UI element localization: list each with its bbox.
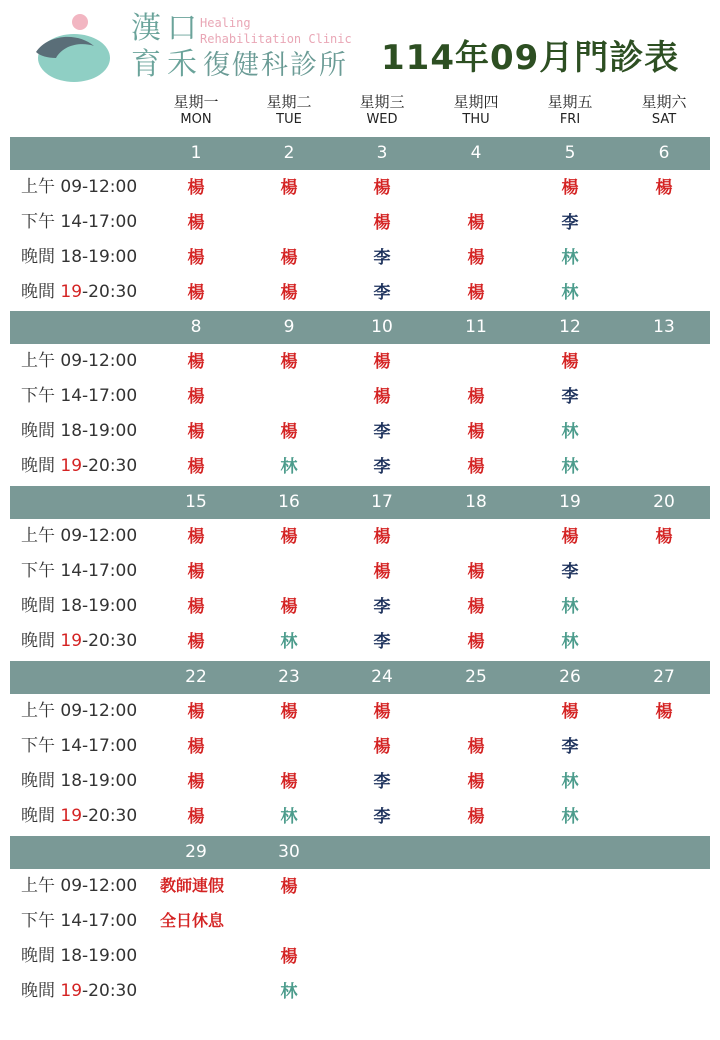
- time-highlight: 19: [60, 456, 83, 476]
- week-block: [0, 836, 720, 1011]
- doctor-cell: 楊: [280, 702, 298, 722]
- doctor-cell: 林: [280, 457, 298, 477]
- date-cell: 9: [283, 317, 295, 337]
- time-prefix: 上午 09-12:00: [21, 876, 138, 896]
- doctor-cell: 楊: [561, 702, 579, 722]
- date-cell: 26: [559, 667, 581, 687]
- time-slot-label: [21, 244, 137, 270]
- doctor-cell: 楊: [467, 422, 485, 442]
- doctor-cell: 李: [373, 632, 391, 652]
- doctor-cell: 楊: [280, 283, 298, 303]
- weekday-sat: [624, 93, 704, 129]
- weekday-tue: [249, 93, 329, 129]
- clinic-name-line1: 漢口: [131, 11, 203, 46]
- date-cell: 6: [658, 143, 670, 163]
- doctor-cell: 楊: [280, 248, 298, 268]
- time-suffix: -20:30: [82, 456, 138, 476]
- doctor-cell: 楊: [280, 947, 298, 967]
- week-date-bar: [10, 836, 710, 869]
- date-cell: 12: [559, 317, 581, 337]
- header: [0, 0, 720, 92]
- doctor-cell: 林: [561, 772, 579, 792]
- doctor-cell: 林: [561, 632, 579, 652]
- doctor-cell: 李: [561, 387, 579, 407]
- date-cell: 27: [653, 667, 675, 687]
- time-slot-label: [21, 453, 137, 479]
- date-cell: 18: [465, 492, 487, 512]
- time-slot-label: [21, 418, 137, 444]
- doctor-cell: 楊: [187, 422, 205, 442]
- doctor-cell: 楊: [467, 772, 485, 792]
- doctor-cell: 楊: [280, 178, 298, 198]
- clinic-logo-icon: [34, 12, 112, 84]
- time-prefix: 晚間: [21, 981, 61, 1001]
- date-cell: 20: [653, 492, 675, 512]
- doctor-cell: 楊: [187, 387, 205, 407]
- doctor-cell: 楊: [187, 632, 205, 652]
- schedule-row: [0, 764, 720, 799]
- time-slot-label: [21, 803, 137, 829]
- doctor-cell: 林: [561, 457, 579, 477]
- doctor-cell: 楊: [187, 562, 205, 582]
- doctor-cell: 李: [373, 457, 391, 477]
- week-block: [0, 486, 720, 661]
- time-suffix: -20:30: [82, 981, 138, 1001]
- time-prefix: 上午 09-12:00: [21, 701, 138, 721]
- time-slot-label: [21, 383, 137, 409]
- doctor-cell: 林: [561, 422, 579, 442]
- clinic-name-tail: 復健科診所: [203, 50, 348, 81]
- doctor-cell: 李: [373, 772, 391, 792]
- time-slot-label: [21, 768, 137, 794]
- schedule-row: [0, 799, 720, 834]
- schedule-row: [0, 275, 720, 310]
- weekday-thu: [436, 93, 516, 129]
- time-highlight: 19: [60, 981, 83, 1001]
- doctor-cell: 林: [280, 632, 298, 652]
- schedule-row: [0, 554, 720, 589]
- doctor-cell: 楊: [373, 737, 391, 757]
- doctor-cell: 楊: [373, 213, 391, 233]
- doctor-cell: 李: [373, 422, 391, 442]
- doctor-cell: 林: [280, 807, 298, 827]
- doctor-cell: 林: [280, 982, 298, 1002]
- doctor-cell: 楊: [187, 283, 205, 303]
- time-slot-label: [21, 174, 137, 200]
- doctor-cell: 楊: [280, 597, 298, 617]
- doctor-cell: 楊: [187, 772, 205, 792]
- time-prefix: 下午 14-17:00: [21, 911, 138, 931]
- doctor-cell: 楊: [467, 807, 485, 827]
- doctor-cell: 林: [561, 597, 579, 617]
- weekday-en: TUE: [276, 112, 302, 127]
- schedule-row: [0, 379, 720, 414]
- time-slot-label: [21, 873, 137, 899]
- date-cell: 16: [278, 492, 300, 512]
- schedule-row: [0, 344, 720, 379]
- time-prefix: 晚間 18-19:00: [21, 771, 138, 791]
- doctor-cell: 楊: [187, 702, 205, 722]
- doctor-cell: 楊: [280, 352, 298, 372]
- date-cell: 15: [185, 492, 207, 512]
- week-date-bar: [10, 311, 710, 344]
- time-prefix: 晚間 18-19:00: [21, 421, 138, 441]
- clinic-name-en-line2: Rehabilitation Clinic: [200, 32, 352, 46]
- date-cell: 22: [185, 667, 207, 687]
- doctor-cell: 楊: [373, 387, 391, 407]
- doctor-cell: 楊: [373, 352, 391, 372]
- schedule-row: [0, 170, 720, 205]
- doctor-cell: 李: [561, 213, 579, 233]
- schedule-row: [0, 240, 720, 275]
- holiday-note: 全日休息: [160, 911, 225, 930]
- date-cell: 11: [465, 317, 487, 337]
- doctor-cell: 楊: [561, 352, 579, 372]
- doctor-cell: 楊: [561, 178, 579, 198]
- date-cell: 25: [465, 667, 487, 687]
- week-block: [0, 137, 720, 312]
- time-prefix: 上午 09-12:00: [21, 526, 138, 546]
- clinic-name-line2: [131, 48, 348, 83]
- schedule-row: [0, 205, 720, 240]
- time-slot-label: [21, 698, 137, 724]
- doctor-cell: 楊: [187, 597, 205, 617]
- date-cell: 8: [190, 317, 202, 337]
- doctor-cell: 楊: [467, 457, 485, 477]
- time-slot-label: [21, 908, 137, 934]
- doctor-cell: 楊: [467, 248, 485, 268]
- doctor-cell: 楊: [280, 772, 298, 792]
- time-slot-label: [21, 593, 137, 619]
- clinic-name-main: 育禾: [131, 47, 203, 82]
- time-slot-label: [21, 943, 137, 969]
- date-cell: 29: [185, 842, 207, 862]
- date-cell: 5: [564, 143, 576, 163]
- weekday-zh: 星期四: [453, 93, 499, 111]
- weekday-en: THU: [462, 112, 490, 127]
- time-suffix: -20:30: [82, 282, 138, 302]
- weekday-zh: 星期二: [266, 93, 312, 111]
- doctor-cell: 楊: [467, 387, 485, 407]
- date-cell: 19: [559, 492, 581, 512]
- doctor-cell: 楊: [655, 702, 673, 722]
- time-slot-label: [21, 523, 137, 549]
- doctor-cell: 楊: [187, 248, 205, 268]
- doctor-cell: 楊: [467, 562, 485, 582]
- doctor-cell: 李: [373, 248, 391, 268]
- date-cell: 3: [376, 143, 388, 163]
- time-slot-label: [21, 733, 137, 759]
- schedule-row: [0, 624, 720, 659]
- doctor-cell: 楊: [187, 457, 205, 477]
- time-prefix: 上午 09-12:00: [21, 351, 138, 371]
- time-slot-label: [21, 209, 137, 235]
- date-cell: 2: [283, 143, 295, 163]
- doctor-cell: 李: [373, 597, 391, 617]
- date-cell: 13: [653, 317, 675, 337]
- time-highlight: 19: [60, 631, 83, 651]
- time-prefix: 晚間 18-19:00: [21, 247, 138, 267]
- time-highlight: 19: [60, 282, 83, 302]
- time-prefix: 晚間: [21, 456, 61, 476]
- doctor-cell: 楊: [280, 527, 298, 547]
- clinic-name-en-line1: Healing: [200, 16, 251, 30]
- schedule-row: [0, 729, 720, 764]
- date-cell: 23: [278, 667, 300, 687]
- time-slot-label: [21, 279, 137, 305]
- doctor-cell: 楊: [280, 422, 298, 442]
- time-slot-label: [21, 628, 137, 654]
- doctor-cell: 林: [561, 807, 579, 827]
- doctor-cell: 楊: [467, 283, 485, 303]
- weekday-fri: [530, 93, 610, 129]
- schedule-row: [0, 974, 720, 1009]
- weekday-en: WED: [366, 112, 398, 127]
- doctor-cell: 楊: [373, 562, 391, 582]
- date-cell: 24: [371, 667, 393, 687]
- doctor-cell: 李: [561, 737, 579, 757]
- holiday-note: 教師連假: [160, 876, 225, 895]
- time-slot-label: [21, 558, 137, 584]
- schedule-row: [0, 939, 720, 974]
- doctor-cell: 林: [561, 283, 579, 303]
- weekday-zh: 星期一: [173, 93, 219, 111]
- doctor-cell: 林: [561, 248, 579, 268]
- schedule-row: [0, 414, 720, 449]
- weekday-zh: 星期五: [547, 93, 593, 111]
- doctor-cell: 楊: [280, 877, 298, 897]
- time-suffix: -20:30: [82, 806, 138, 826]
- doctor-cell: 楊: [467, 213, 485, 233]
- week-block: [0, 311, 720, 486]
- doctor-cell: 李: [561, 562, 579, 582]
- weekday-en: SAT: [651, 112, 677, 127]
- page-title: 114年09月門診表: [381, 38, 680, 78]
- doctor-cell: 楊: [561, 527, 579, 547]
- weekday-wed: [342, 93, 422, 129]
- doctor-cell: 楊: [373, 527, 391, 547]
- time-prefix: 晚間: [21, 631, 61, 651]
- time-prefix: 晚間 18-19:00: [21, 596, 138, 616]
- doctor-cell: 楊: [187, 352, 205, 372]
- doctor-cell: 楊: [467, 632, 485, 652]
- week-date-bar: [10, 137, 710, 170]
- schedule-row: [0, 869, 720, 904]
- doctor-cell: 楊: [467, 737, 485, 757]
- schedule-row: [0, 694, 720, 729]
- schedule-row: [0, 519, 720, 554]
- time-slot-label: [21, 978, 137, 1004]
- time-prefix: 下午 14-17:00: [21, 212, 138, 232]
- week-date-bar: [10, 486, 710, 519]
- time-prefix: 下午 14-17:00: [21, 386, 138, 406]
- time-suffix: -20:30: [82, 631, 138, 651]
- week-date-bar: [10, 661, 710, 694]
- doctor-cell: 楊: [187, 178, 205, 198]
- date-cell: 30: [278, 842, 300, 862]
- doctor-cell: 楊: [655, 527, 673, 547]
- time-prefix: 下午 14-17:00: [21, 736, 138, 756]
- time-prefix: 上午 09-12:00: [21, 177, 138, 197]
- doctor-cell: 楊: [187, 527, 205, 547]
- doctor-cell: 楊: [187, 737, 205, 757]
- doctor-cell: 楊: [187, 807, 205, 827]
- date-cell: 17: [371, 492, 393, 512]
- schedule-row: [0, 904, 720, 939]
- weekday-en: MON: [180, 112, 212, 127]
- time-prefix: 晚間: [21, 806, 61, 826]
- weekday-mon: [156, 93, 236, 129]
- date-cell: 4: [470, 143, 482, 163]
- doctor-cell: 李: [373, 807, 391, 827]
- doctor-cell: 楊: [655, 178, 673, 198]
- doctor-cell: 李: [373, 283, 391, 303]
- doctor-cell: 楊: [373, 178, 391, 198]
- doctor-cell: 楊: [187, 213, 205, 233]
- weekday-zh: 星期六: [641, 93, 687, 111]
- time-prefix: 下午 14-17:00: [21, 561, 138, 581]
- time-slot-label: [21, 348, 137, 374]
- time-prefix: 晚間 18-19:00: [21, 946, 138, 966]
- date-cell: 10: [371, 317, 393, 337]
- weekday-zh: 星期三: [359, 93, 405, 111]
- schedule-row: [0, 449, 720, 484]
- doctor-cell: 楊: [467, 597, 485, 617]
- doctor-cell: 楊: [373, 702, 391, 722]
- week-block: [0, 661, 720, 836]
- date-cell: 1: [190, 143, 202, 163]
- time-highlight: 19: [60, 806, 83, 826]
- weekday-en: FRI: [559, 112, 581, 127]
- schedule-row: [0, 589, 720, 624]
- time-prefix: 晚間: [21, 282, 61, 302]
